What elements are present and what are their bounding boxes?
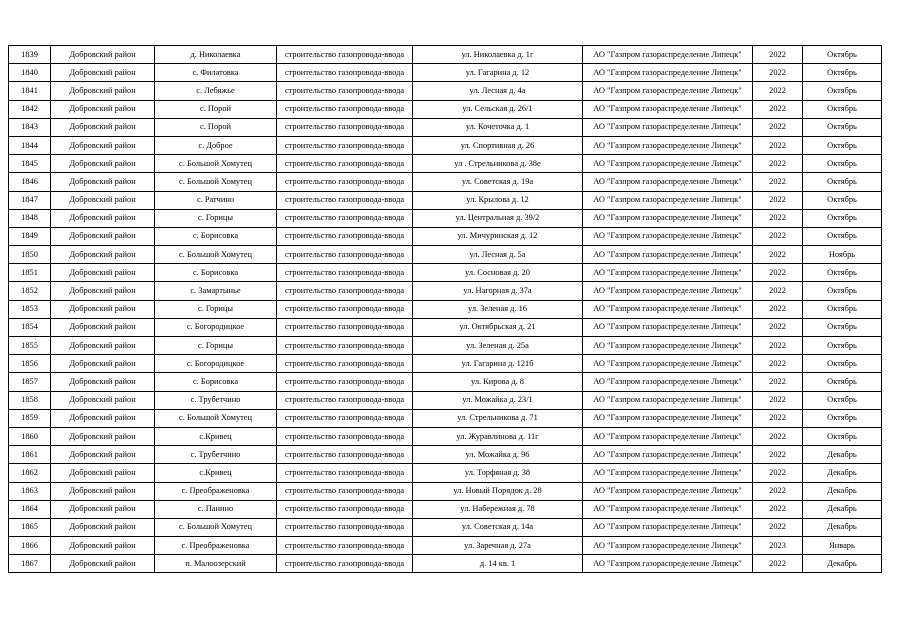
contractor-cell: АО "Газпром газораспределение Липецк" <box>583 246 753 264</box>
address-cell: ул. Зеленая д. 16 <box>413 300 583 318</box>
district-cell: Добровский район <box>51 464 155 482</box>
row-number-cell: 1858 <box>9 391 51 409</box>
work-type-cell: строительство газопровода-ввода <box>277 191 413 209</box>
contractor-cell: АО "Газпром газораспределение Липецк" <box>583 282 753 300</box>
work-type-cell: строительство газопровода-ввода <box>277 409 413 427</box>
contractor-cell: АО "Газпром газораспределение Липецк" <box>583 482 753 500</box>
address-cell: ул. Сосновая д. 20 <box>413 264 583 282</box>
contractor-cell: АО "Газпром газораспределение Липецк" <box>583 518 753 536</box>
year-cell: 2022 <box>753 46 803 64</box>
district-cell: Добровский район <box>51 373 155 391</box>
table-row <box>9 500 882 518</box>
district-cell: Добровский район <box>51 173 155 191</box>
address-cell: ул. Новый Порядок д. 28 <box>413 482 583 500</box>
table-row <box>9 300 882 318</box>
district-cell: Добровский район <box>51 482 155 500</box>
row-number-cell: 1850 <box>9 246 51 264</box>
work-type-cell: строительство газопровода-ввода <box>277 246 413 264</box>
settlement-cell: с. Горицы <box>155 300 277 318</box>
row-number-cell: 1852 <box>9 282 51 300</box>
address-cell: ул. Центральная д. 39/2 <box>413 209 583 227</box>
district-cell: Добровский район <box>51 318 155 336</box>
address-cell: ул. Зеленая д. 25а <box>413 337 583 355</box>
row-number-cell: 1861 <box>9 446 51 464</box>
district-cell: Добровский район <box>51 500 155 518</box>
row-number-cell: 1839 <box>9 46 51 64</box>
month-cell: Октябрь <box>803 337 882 355</box>
work-type-cell: строительство газопровода-ввода <box>277 155 413 173</box>
month-cell: Октябрь <box>803 282 882 300</box>
year-cell: 2022 <box>753 191 803 209</box>
address-cell: ул. Гагарина д. 121б <box>413 355 583 373</box>
settlement-cell: с. Порой <box>155 118 277 136</box>
district-cell: Добровский район <box>51 191 155 209</box>
table-row <box>9 46 882 64</box>
year-cell: 2022 <box>753 500 803 518</box>
district-cell: Добровский район <box>51 555 155 573</box>
contractor-cell: АО "Газпром газораспределение Липецк" <box>583 155 753 173</box>
year-cell: 2022 <box>753 482 803 500</box>
table-row <box>9 427 882 445</box>
year-cell: 2022 <box>753 555 803 573</box>
district-cell: Добровский район <box>51 409 155 427</box>
month-cell: Октябрь <box>803 355 882 373</box>
settlement-cell: п. Малоозерский <box>155 555 277 573</box>
district-cell: Добровский район <box>51 264 155 282</box>
work-type-cell: строительство газопровода-ввода <box>277 391 413 409</box>
settlement-cell: с. Большой Хомутец <box>155 246 277 264</box>
row-number-cell: 1867 <box>9 555 51 573</box>
month-cell: Октябрь <box>803 209 882 227</box>
row-number-cell: 1846 <box>9 173 51 191</box>
contractor-cell: АО "Газпром газораспределение Липецк" <box>583 464 753 482</box>
work-type-cell: строительство газопровода-ввода <box>277 282 413 300</box>
work-type-cell: строительство газопровода-ввода <box>277 209 413 227</box>
month-cell: Декабрь <box>803 464 882 482</box>
row-number-cell: 1841 <box>9 82 51 100</box>
work-type-cell: строительство газопровода-ввода <box>277 373 413 391</box>
year-cell: 2022 <box>753 427 803 445</box>
district-cell: Добровский район <box>51 64 155 82</box>
district-cell: Добровский район <box>51 391 155 409</box>
address-cell: ул. Лесная д. 5а <box>413 246 583 264</box>
table-row <box>9 373 882 391</box>
contractor-cell: АО "Газпром газораспределение Липецк" <box>583 227 753 245</box>
month-cell: Декабрь <box>803 555 882 573</box>
district-cell: Добровский район <box>51 518 155 536</box>
work-type-cell: строительство газопровода-ввода <box>277 464 413 482</box>
table-row <box>9 337 882 355</box>
contractor-cell: АО "Газпром газораспределение Липецк" <box>583 191 753 209</box>
row-number-cell: 1860 <box>9 427 51 445</box>
work-type-cell: строительство газопровода-ввода <box>277 500 413 518</box>
month-cell: Октябрь <box>803 191 882 209</box>
row-number-cell: 1866 <box>9 537 51 555</box>
month-cell: Октябрь <box>803 155 882 173</box>
contractor-cell: АО "Газпром газораспределение Липецк" <box>583 264 753 282</box>
year-cell: 2022 <box>753 64 803 82</box>
settlement-cell: с. Ратчино <box>155 191 277 209</box>
year-cell: 2022 <box>753 173 803 191</box>
settlement-cell: с. Богородицкое <box>155 355 277 373</box>
table-row <box>9 100 882 118</box>
contractor-cell: АО "Газпром газораспределение Липецк" <box>583 391 753 409</box>
contractor-cell: АО "Газпром газораспределение Липецк" <box>583 100 753 118</box>
contractor-cell: АО "Газпром газораспределение Липецк" <box>583 537 753 555</box>
year-cell: 2022 <box>753 446 803 464</box>
month-cell: Октябрь <box>803 173 882 191</box>
settlement-cell: с. Панино <box>155 500 277 518</box>
table-row <box>9 391 882 409</box>
work-type-cell: строительство газопровода-ввода <box>277 118 413 136</box>
year-cell: 2022 <box>753 118 803 136</box>
work-type-cell: строительство газопровода-ввода <box>277 173 413 191</box>
address-cell: ул. Торфяная д. 38 <box>413 464 583 482</box>
address-cell: ул. Сельская д. 26/1 <box>413 100 583 118</box>
table-row <box>9 282 882 300</box>
settlement-cell: с. Большой Хомутец <box>155 409 277 427</box>
address-cell: ул. Заречная д. 27а <box>413 537 583 555</box>
address-cell: ул. Советская д. 14а <box>413 518 583 536</box>
table-body <box>9 46 882 573</box>
settlement-cell: с. Большой Хомутец <box>155 173 277 191</box>
month-cell: Октябрь <box>803 82 882 100</box>
month-cell: Октябрь <box>803 373 882 391</box>
district-cell: Добровский район <box>51 427 155 445</box>
table-row <box>9 482 882 500</box>
contractor-cell: АО "Газпром газораспределение Липецк" <box>583 409 753 427</box>
year-cell: 2022 <box>753 264 803 282</box>
year-cell: 2023 <box>753 537 803 555</box>
address-cell: ул. Кочеточка д. 1 <box>413 118 583 136</box>
contractor-cell: АО "Газпром газораспределение Липецк" <box>583 373 753 391</box>
contractor-cell: АО "Газпром газораспределение Липецк" <box>583 500 753 518</box>
year-cell: 2022 <box>753 246 803 264</box>
district-cell: Добровский район <box>51 537 155 555</box>
table-row <box>9 64 882 82</box>
table-row <box>9 409 882 427</box>
work-type-cell: строительство газопровода-ввода <box>277 537 413 555</box>
month-cell: Декабрь <box>803 446 882 464</box>
settlement-cell: с. Борисовка <box>155 227 277 245</box>
row-number-cell: 1853 <box>9 300 51 318</box>
year-cell: 2022 <box>753 155 803 173</box>
work-type-cell: строительство газопровода-ввода <box>277 46 413 64</box>
address-cell: ул. Можайка д. 96 <box>413 446 583 464</box>
table-row <box>9 209 882 227</box>
table-row <box>9 246 882 264</box>
work-type-cell: строительство газопровода-ввода <box>277 446 413 464</box>
address-cell: ул. Спортивная д. 26 <box>413 136 583 154</box>
contractor-cell: АО "Газпром газораспределение Липецк" <box>583 82 753 100</box>
row-number-cell: 1840 <box>9 64 51 82</box>
month-cell: Октябрь <box>803 264 882 282</box>
district-cell: Добровский район <box>51 282 155 300</box>
work-type-cell: строительство газопровода-ввода <box>277 300 413 318</box>
row-number-cell: 1848 <box>9 209 51 227</box>
work-type-cell: строительство газопровода-ввода <box>277 482 413 500</box>
year-cell: 2022 <box>753 464 803 482</box>
work-type-cell: строительство газопровода-ввода <box>277 136 413 154</box>
settlement-cell: с. Лебяжье <box>155 82 277 100</box>
year-cell: 2022 <box>753 409 803 427</box>
work-type-cell: строительство газопровода-ввода <box>277 64 413 82</box>
address-cell: ул. Крылова д. 12 <box>413 191 583 209</box>
table-row <box>9 118 882 136</box>
contractor-cell: АО "Газпром газораспределение Липецк" <box>583 46 753 64</box>
district-cell: Добровский район <box>51 136 155 154</box>
month-cell: Октябрь <box>803 118 882 136</box>
contractor-cell: АО "Газпром газораспределение Липецк" <box>583 136 753 154</box>
month-cell: Октябрь <box>803 409 882 427</box>
table-row <box>9 318 882 336</box>
work-type-cell: строительство газопровода-ввода <box>277 555 413 573</box>
contractor-cell: АО "Газпром газораспределение Липецк" <box>583 337 753 355</box>
settlement-cell: с. Борисовка <box>155 373 277 391</box>
month-cell: Октябрь <box>803 427 882 445</box>
district-cell: Добровский район <box>51 209 155 227</box>
district-cell: Добровский район <box>51 118 155 136</box>
row-number-cell: 1844 <box>9 136 51 154</box>
month-cell: Октябрь <box>803 100 882 118</box>
settlement-cell: с. Горицы <box>155 337 277 355</box>
table-row <box>9 173 882 191</box>
district-cell: Добровский район <box>51 46 155 64</box>
month-cell: Октябрь <box>803 318 882 336</box>
year-cell: 2022 <box>753 518 803 536</box>
address-cell: ул. Кирова д. 8 <box>413 373 583 391</box>
row-number-cell: 1845 <box>9 155 51 173</box>
settlement-cell: с. Борисовка <box>155 264 277 282</box>
row-number-cell: 1862 <box>9 464 51 482</box>
table-row <box>9 446 882 464</box>
year-cell: 2022 <box>753 282 803 300</box>
month-cell: Октябрь <box>803 391 882 409</box>
month-cell: Октябрь <box>803 136 882 154</box>
contractor-cell: АО "Газпром газораспределение Липецк" <box>583 118 753 136</box>
district-cell: Добровский район <box>51 446 155 464</box>
year-cell: 2022 <box>753 300 803 318</box>
work-type-cell: строительство газопровода-ввода <box>277 264 413 282</box>
row-number-cell: 1849 <box>9 227 51 245</box>
settlement-cell: д. Николаевка <box>155 46 277 64</box>
contractor-cell: АО "Газпром газораспределение Липецк" <box>583 209 753 227</box>
work-type-cell: строительство газопровода-ввода <box>277 518 413 536</box>
table-row <box>9 555 882 573</box>
year-cell: 2022 <box>753 227 803 245</box>
contractor-cell: АО "Газпром газораспределение Липецк" <box>583 64 753 82</box>
address-cell: ул . Стрельникова д. 38е <box>413 155 583 173</box>
year-cell: 2022 <box>753 373 803 391</box>
district-cell: Добровский район <box>51 100 155 118</box>
settlement-cell: с. Преображеновка <box>155 537 277 555</box>
address-cell: ул. Лесная д. 4а <box>413 82 583 100</box>
month-cell: Октябрь <box>803 300 882 318</box>
table-row <box>9 155 882 173</box>
contractor-cell: АО "Газпром газораспределение Липецк" <box>583 446 753 464</box>
year-cell: 2022 <box>753 82 803 100</box>
district-cell: Добровский район <box>51 337 155 355</box>
contractor-cell: АО "Газпром газораспределение Липецк" <box>583 427 753 445</box>
work-type-cell: строительство газопровода-ввода <box>277 227 413 245</box>
address-cell: ул. Стрельникова д. 71 <box>413 409 583 427</box>
settlement-cell: с. Трубетчино <box>155 446 277 464</box>
contractor-cell: АО "Газпром газораспределение Липецк" <box>583 355 753 373</box>
year-cell: 2022 <box>753 209 803 227</box>
contractor-cell: АО "Газпром газораспределение Липецк" <box>583 318 753 336</box>
month-cell: Октябрь <box>803 64 882 82</box>
row-number-cell: 1854 <box>9 318 51 336</box>
settlement-cell: с.Кривец <box>155 427 277 445</box>
work-type-cell: строительство газопровода-ввода <box>277 82 413 100</box>
settlement-cell: с. Трубетчино <box>155 391 277 409</box>
work-type-cell: строительство газопровода-ввода <box>277 318 413 336</box>
settlement-cell: с. Богородицкое <box>155 318 277 336</box>
month-cell: Декабрь <box>803 518 882 536</box>
row-number-cell: 1865 <box>9 518 51 536</box>
row-number-cell: 1851 <box>9 264 51 282</box>
table-row <box>9 518 882 536</box>
contractor-cell: АО "Газпром газораспределение Липецк" <box>583 173 753 191</box>
work-type-cell: строительство газопровода-ввода <box>277 427 413 445</box>
month-cell: Октябрь <box>803 46 882 64</box>
table-row <box>9 537 882 555</box>
settlement-cell: с. Филатовка <box>155 64 277 82</box>
address-cell: ул. Журавлинова д. 11г <box>413 427 583 445</box>
table-row <box>9 264 882 282</box>
district-cell: Добровский район <box>51 155 155 173</box>
contractor-cell: АО "Газпром газораспределение Липецк" <box>583 300 753 318</box>
row-number-cell: 1859 <box>9 409 51 427</box>
year-cell: 2022 <box>753 391 803 409</box>
table-row <box>9 82 882 100</box>
settlement-cell: с. Большой Хомутец <box>155 518 277 536</box>
row-number-cell: 1864 <box>9 500 51 518</box>
year-cell: 2022 <box>753 355 803 373</box>
address-cell: ул. Можайка д. 23/1 <box>413 391 583 409</box>
row-number-cell: 1863 <box>9 482 51 500</box>
address-cell: д. 14 кв. 1 <box>413 555 583 573</box>
settlement-cell: с. Большой Хомутец <box>155 155 277 173</box>
year-cell: 2022 <box>753 100 803 118</box>
work-type-cell: строительство газопровода-ввода <box>277 337 413 355</box>
address-cell: ул. Гагарина д. 12 <box>413 64 583 82</box>
row-number-cell: 1842 <box>9 100 51 118</box>
month-cell: Ноябрь <box>803 246 882 264</box>
year-cell: 2022 <box>753 318 803 336</box>
table-row <box>9 136 882 154</box>
address-cell: ул. Николаевка д. 1г <box>413 46 583 64</box>
row-number-cell: 1855 <box>9 337 51 355</box>
table-row <box>9 464 882 482</box>
row-number-cell: 1847 <box>9 191 51 209</box>
settlement-cell: с. Доброе <box>155 136 277 154</box>
month-cell: Декабрь <box>803 482 882 500</box>
address-cell: ул. Набережная д. 78 <box>413 500 583 518</box>
district-cell: Добровский район <box>51 246 155 264</box>
address-cell: ул. Мичуринская д. 12 <box>413 227 583 245</box>
settlement-cell: с. Замартынье <box>155 282 277 300</box>
settlement-cell: с. Порой <box>155 100 277 118</box>
work-type-cell: строительство газопровода-ввода <box>277 355 413 373</box>
table-row <box>9 227 882 245</box>
gas-works-table <box>8 45 882 573</box>
address-cell: ул. Нагорная д. 37а <box>413 282 583 300</box>
settlement-cell: с. Горицы <box>155 209 277 227</box>
address-cell: ул. Советская д. 19а <box>413 173 583 191</box>
month-cell: Январь <box>803 537 882 555</box>
address-cell: ул. Октябрьская д. 21 <box>413 318 583 336</box>
year-cell: 2022 <box>753 136 803 154</box>
table-row <box>9 191 882 209</box>
work-type-cell: строительство газопровода-ввода <box>277 100 413 118</box>
row-number-cell: 1843 <box>9 118 51 136</box>
row-number-cell: 1857 <box>9 373 51 391</box>
year-cell: 2022 <box>753 337 803 355</box>
district-cell: Добровский район <box>51 227 155 245</box>
district-cell: Добровский район <box>51 82 155 100</box>
settlement-cell: с.Кривец <box>155 464 277 482</box>
table-row <box>9 355 882 373</box>
district-cell: Добровский район <box>51 300 155 318</box>
district-cell: Добровский район <box>51 355 155 373</box>
row-number-cell: 1856 <box>9 355 51 373</box>
contractor-cell: АО "Газпром газораспределение Липецк" <box>583 555 753 573</box>
month-cell: Октябрь <box>803 227 882 245</box>
month-cell: Декабрь <box>803 500 882 518</box>
settlement-cell: с. Преображеновка <box>155 482 277 500</box>
